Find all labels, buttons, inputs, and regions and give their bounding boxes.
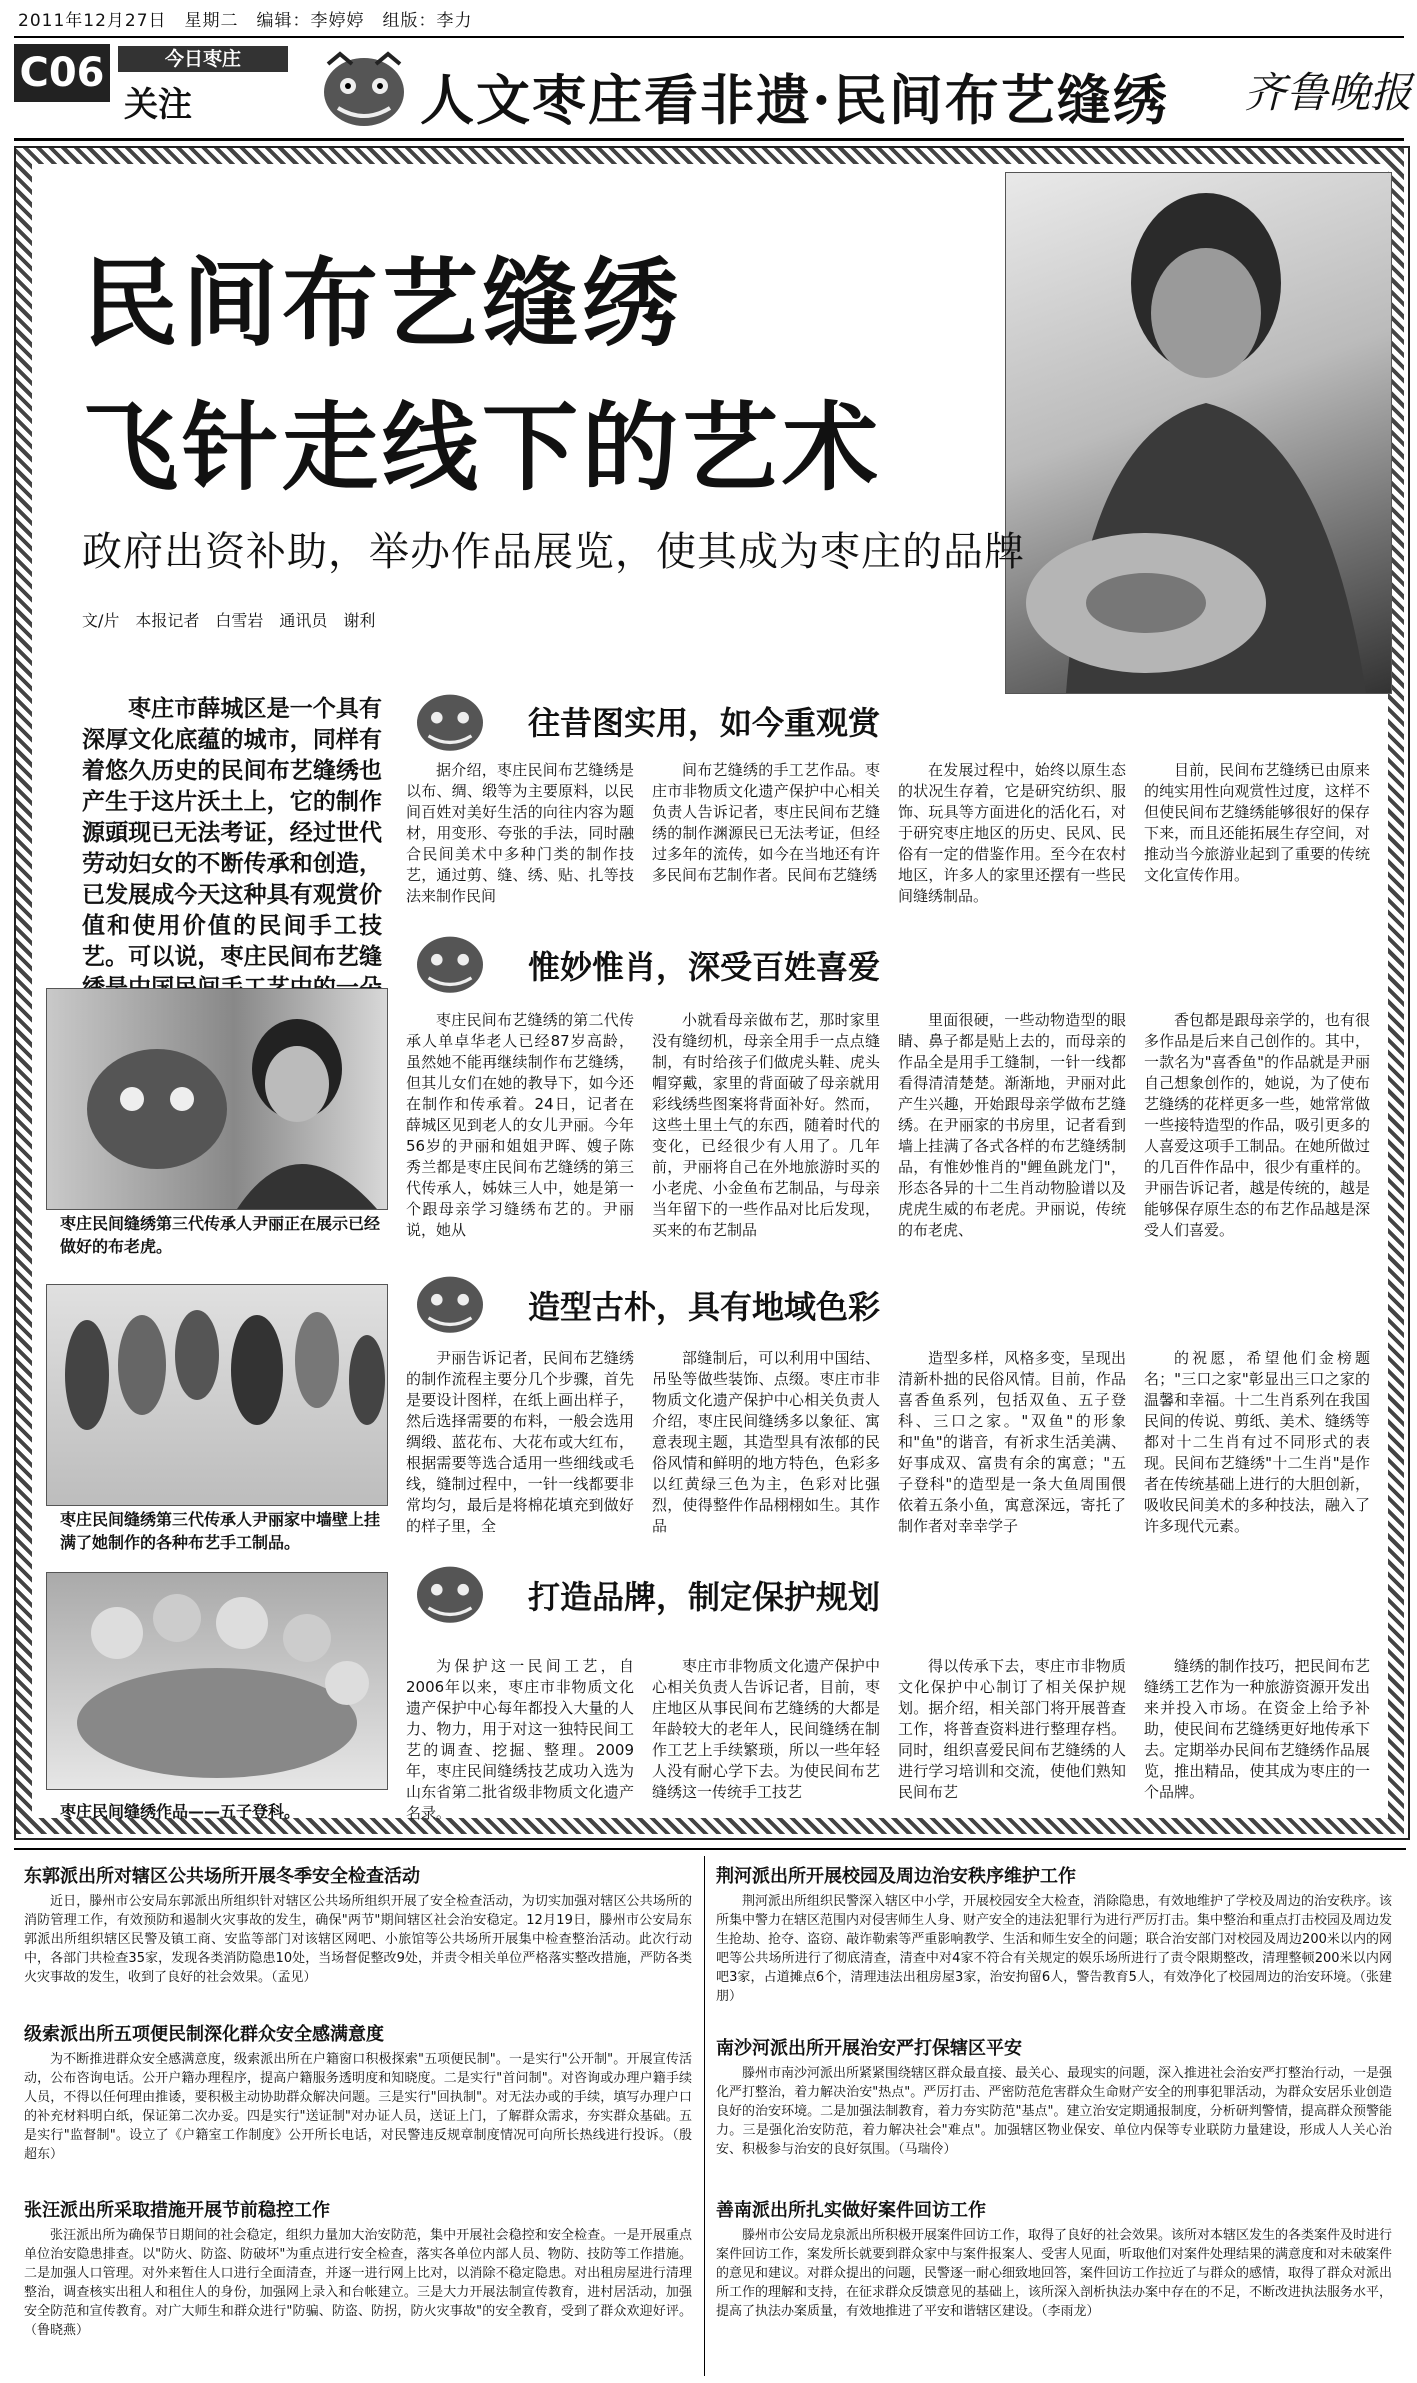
header-title: 人文枣庄看非遗·民间布艺缝绣 xyxy=(420,68,1169,132)
section-column: 间布艺缝绣的手工艺作品。枣庄市非物质文化遗产保护中心相关负责人告诉记者，枣庄民间布艺缝绣的制作渊源民已无法考证，但经过多年的流传，如今在当地还有许多民间布艺制作者。民间布艺缝绣 xyxy=(652,761,880,884)
column-label-small: 今日枣庄 xyxy=(118,46,288,72)
section-column: 在发展过程中，始终以原生态的状况生存着，它是研究纺织、服饰、玩具等方面进化的活化石，对于研究枣庄地区的历史、民风、民俗有一定的借鉴作用。至今在农村地区，许多人的家里还摆有一些民间缝绣制品。 xyxy=(898,761,1126,905)
artisan-photo xyxy=(1005,172,1392,694)
photo-yin-li-tiger xyxy=(46,988,388,1210)
section-column: 香包都是跟母亲学的，也有很多作品是后来自己创作的。其中，一款名为"喜香鱼"的作品就是尹丽自己想象创作的，她说，为了使布艺缝绣的花样更多一些，她常常做一些接特造型的作品，吸引更多的人喜爱这项手工制品。在她所做过的几百件作品中，很少有重样的。尹丽告诉记者，越是传统的，越是能够保存原生态的布艺作品越是深受人们喜爱。 xyxy=(1144,1011,1370,1239)
photo-caption: 枣庄民间缝绣作品——五子登科。 xyxy=(60,1802,301,1821)
tiger-illustration xyxy=(47,989,387,1209)
brief-text: 为不断推进群众安全感满意度，级索派出所在户籍窗口积极探索"五项便民制"。一是实行"公开制"。开展宣传活动，公布咨询电话。公开户籍办理程序，提高户籍服务透明度和知晓度。二是实行"首问制"。对咨询或办理户籍手续人员，不得以任何理由推诿，要积极主动协助群众解决问题。三是实行"回执制"。对无法办或的手续，填写办理户口的补充材料明白纸，保证第二次办妥。四是实行"送证制"对办证人员，送证上门，了解群众需求，夯实群众基础。五是实行"监督制"。设立了《户籍室工作制度》公开所长电话，对民警违反规章制度情况可向所长热线进行投诉。（殷超东） xyxy=(24,2052,692,2162)
section-emblem-icon xyxy=(410,930,490,996)
header-emblem-icon xyxy=(318,50,410,130)
brief-heading: 荆河派出所开展校园及周边治安秩序维护工作 xyxy=(716,1866,1076,1887)
bottom-divider xyxy=(14,1848,1406,1850)
artisan-illustration xyxy=(1006,173,1391,693)
section-column: 造型多样，风格多变，呈现出清新朴拙的民俗风情。目前，作品喜香鱼系列，包括双鱼、五子登科、三口之家。"双鱼"的形象和"鱼"的谐音，有祈求生活美满、好事成双、富贵有余的寓意；"五子登科"的造型是一条大鱼周围偎依着五条小鱼，寓意深远，寄托了制作者对幸幸学子 xyxy=(898,1349,1126,1535)
photo-caption: 枣庄民间缝绣第三代传承人尹丽正在展示已经做好的布老虎。 xyxy=(60,1214,381,1256)
brief-text: 张汪派出所为确保节日期间的社会稳定，组织力量加大治安防范，集中开展社会稳控和安全检查。一是开展重点单位治安隐患排查。以"防火、防盗、防破坏"为重点进行安全检查，落实各单位内部人员、物防、技防等工作措施。二是加强人口管理。对外来暂住人口进行全面清查，并逐一进行网上比对，以消除不稳定隐患。对出租房屋进行清理整治，调查核实出租人和租住人的身份，加强网上录入和台帐建立。三是大力开展法制宣传教育，进村居活动，加强安全防范和宣传教育。对广大师生和群众进行"防骗、防盗、防拐，防火灾事故"的安全教育，受到了群众欢迎好评。（鲁晓燕） xyxy=(24,2228,692,2338)
brief-text: 滕州市南沙河派出所紧紧围绕辖区群众最直接、最关心、最现实的问题，深入推进社会治安严打整治行动，一是强化严打整治，着力解决治安"热点"。严厉打击、严密防范危害群众生命财产安全的刑事犯罪活动，为群众安居乐业创造良好的治安环境。二是加强法制教育，着力夯实防范"基点"。建立治安定期通报制度，分析研判警情，提高群众预警能力。三是强化治安防范，着力解决社会"难点"。加强辖区物业保安、单位内保等专业联防力量建设，形成人人关心治安、积极参与治安的良好氛围。（马瑞伶） xyxy=(716,2066,1393,2157)
brief-heading: 张汪派出所采取措施开展节前稳控工作 xyxy=(24,2200,330,2221)
brief-text: 滕州市公安局龙泉派出所积极开展案件回访工作，取得了良好的社会效果。该所对本辖区发生的各类案件及时进行案件回访工作，案发所长就要到群众家中与案件报案人、受害人见面，听取他们对案件处理结果的满意度和对未破案件的意见和建议。对群众提出的问题，民警逐一耐心细致地回答，案件回访工作拉近了与群众的感情，取得了群众对派出所工作的理解和支持，在征求群众反馈意见的基础上，该所深入剖析执法办案中存在的不足，不断改进执法服务水平，提高了执法办案质量，有效地推进了平安和谐辖区建设。（李雨龙） xyxy=(716,2228,1393,2319)
section-column: 为保护这一民间工艺，自2006年以来，枣庄市非物质文化遗产保护中心每年都投入大量的人力、物力，用于对这一独特民间工艺的调查、挖掘、整理。2009年，枣庄民间缝绣技艺成功入选为山东省第二批省级非物质文化遗产名录。 xyxy=(406,1657,634,1822)
photo-caption: 枣庄民间缝绣第三代传承人尹丽家中墙壁上挂满了她制作的各种布艺手工制品。 xyxy=(60,1510,381,1552)
column-label-big: 关注 xyxy=(124,85,192,125)
brief-heading: 东郭派出所对辖区公共场所开展冬季安全检查活动 xyxy=(24,1866,420,1887)
section-emblem-icon xyxy=(410,1270,490,1336)
brief-heading: 善南派出所扎实做好案件回访工作 xyxy=(716,2200,986,2221)
byline: 文/片 本报记者 白雪岩 通讯员 谢利 xyxy=(82,611,376,630)
section-emblem-icon xyxy=(410,1560,490,1626)
page-number: C06 xyxy=(14,44,110,102)
intro-paragraph: 枣庄市薛城区是一个具有深厚文化底蕴的城市，同样有着悠久历史的民间布艺缝绣也产生于这片沃土上，它的制作源頭现已无法考证，经过世代劳动妇女的不断传承和创造，已发展成今天这种具有观赏价值和使用价值的民间手工技艺。可以说，枣庄民间布艺缝 xyxy=(82,696,382,970)
section-column: 部缝制后，可以利用中国结、吊坠等做些装饰、点缀。枣庄市非物质文化遗产保护中心相关负责人介绍，枣庄民间缝绣多以象征、寓意表现主题，其造型具有浓郁的民俗风情和鲜明的地方特色，色彩多以红黄绿三色为主，色彩对比强烈，使得整件作品栩栩如生。其作品 xyxy=(652,1349,880,1535)
section-column: 的祝愿，希望他们金榜题名；"三口之家"彰显出三口之家的温馨和幸福。十二生肖系列在我国民间的传说、剪纸、美术、缝绣等都对十二生肖有过不同形式的表现。民间布艺缝绣"十二生肖"是作者在传统基础上进行的大胆创新，吸收民间美术的多种技法，融入了许多现代元素。 xyxy=(1144,1349,1370,1535)
section-column: 得以传承下去，枣庄市非物质文化保护中心制订了相关保护规划。据介绍，相关部门将开展普查工作，将普查资料进行整理存档。同时，组织喜爱民间布艺缝绣的人进行学习培训和交流，使他们熟知民间布艺 xyxy=(898,1657,1126,1801)
brief-heading: 级索派出所五项便民制深化群众安全感满意度 xyxy=(24,2024,384,2045)
feature-subtitle: 政府出资补助，举办作品展览，使其成为枣庄的品牌 xyxy=(82,529,1025,575)
page-meta: 2011年12月27日 星期二 编辑：李婷婷 组版：李力 xyxy=(18,11,473,31)
brief-text: 荆河派出所组织民警深入辖区中小学，开展校园安全大检查，消除隐患，有效地维护了学校及周边的治安秩序。该所集中警力在辖区范围内对侵害师生人身、财产安全的违法犯罪行为进行严厉打击。集中整治和重点打击校园及周边发生抢劫、抢夺、盗窃、敲诈勒索等严重影响教学、生活和师生安全的问题；联合治安部门对校园及周边200米以内的网吧等公共场所进行了彻底清查，清查中对4家不符合有关规定的娱乐场所进行了责令限期整改，清理整顿200米以内网吧3家，占道摊点6个，清理违法出租房屋3家，治安拘留6人，警告教育5人，有效净化了校园周边的治安环境。（张建朋） xyxy=(716,1894,1393,2004)
column-divider xyxy=(704,1856,705,2376)
section-column: 尹丽告诉记者，民间布艺缝绣的制作流程主要分几个步骤，首先是要设计图样，在纸上画出样子，然后选择需要的布料，一般会选用绸缎、蓝花布、大花布或大红布，根据需要等选合适用一些细线或毛线，缝制过程中，一针一线都要非常均匀，最后是将棉花填充到做好的样子里，全 xyxy=(406,1349,634,1535)
crafts-illustration xyxy=(47,1285,387,1505)
section-emblem-icon xyxy=(410,688,490,754)
section-column: 枣庄民间布艺缝绣的第二代传承人单卓华老人已经87岁高龄，虽然她不能再继续制作布艺缝绣，但其儿女们在她的教导下，如今还在制作和传承着。24日，记者在薛城区见到老人的女儿尹丽。今年56岁的尹丽和姐姐尹晖、嫂子陈秀兰都是枣庄民间布艺缝绣的第三代传承人，姊妹三人中，她是第一个跟母亲学习缝绣布艺的。尹丽说，她从 xyxy=(406,1011,634,1239)
photo-wall-crafts xyxy=(46,1284,388,1506)
section-heading: 打造品牌，制定保护规划 xyxy=(528,1578,881,1616)
feature-title-line2: 飞针走线下的艺术 xyxy=(82,392,882,504)
brief-heading: 南沙河派出所开展治安严打保辖区平安 xyxy=(716,2038,1022,2059)
section-column: 目前，民间布艺缝绣已由原来的纯实用性向观赏性过度，这样不但使民间布艺缝绣能够很好的保存下来，而且还能拓展生存空间，对推动当今旅游业起到了重要的传统文化宣传作用。 xyxy=(1144,761,1370,884)
photo-five-sons xyxy=(46,1572,388,1790)
section-column: 缝绣的制作技巧，把民间布艺缝绣工艺作为一种旅游资源开发出来并投入市场。在资金上给予补助，使民间布艺缝绣更好地传承下去。定期举办民间布艺缝绣作品展览，推出精品，使其成为枣庄的一个品牌。 xyxy=(1144,1657,1370,1801)
section-heading: 惟妙惟肖，深受百姓喜爱 xyxy=(528,948,881,986)
section-column: 里面很硬，一些动物造型的眼睛、鼻子都是贴上去的，而母亲的作品全是用手工缝制，一针一线都看得清清楚楚。渐渐地，尹丽对此产生兴趣，开始跟母亲学做布艺缝绣。在尹丽家的书房里，记者看到墙上挂满了各式各样的布艺缝绣制品，有惟妙惟肖的"鲤鱼跳龙门"，形态各异的十二生肖动物脸谱以及虎虎生威的布老虎。尹丽说，传统的布老虎、 xyxy=(898,1011,1126,1239)
section-column: 枣庄市非物质文化遗产保护中心相关负责人告诉记者，目前，枣庄地区从事民间布艺缝绣的大都是年龄较大的老年人，民间缝绣在制作工艺上手续繁琐，所以一些年轻人没有耐心学下去。为使民间布艺缝绣这一传统手工技艺 xyxy=(652,1657,880,1801)
section-column: 据介绍，枣庄民间布艺缝绣是以布、绸、缎等为主要原料，以民间百姓对美好生活的向往内容为题材，用变形、夸张的手法，同时融合民间美术中多种门类的制作技艺，通过剪、缝、绣、贴、扎等技法来制作民间 xyxy=(406,761,634,905)
section-heading: 造型古朴，具有地域色彩 xyxy=(528,1288,881,1326)
feature-title-line1: 民间布艺缝绣 xyxy=(82,248,682,360)
newspaper-brand: 齐鲁晚报 xyxy=(1244,68,1413,117)
section-column: 小就看母亲做布艺，那时家里没有缝纫机，母亲全用手一点点缝制，有时给孩子们做虎头鞋、虎头帽穿戴，家里的背面破了母亲就用彩线绣些图案将背面补好。然而，这些土里土气的东西，随着时代的变化，已经很少有人用了。几年前，尹丽将自己在外地旅游时买的小老虎、小金鱼布艺制品，与母亲当年留下的一些作品对比后发现，买来的布艺制品 xyxy=(652,1011,880,1239)
brief-text: 近日，滕州市公安局东郭派出所组织针对辖区公共场所组织开展了安全检查活动，为切实加强对辖区公共场所的消防管理工作，有效预防和遏制火灾事故的发生，确保"两节"期间辖区社会治安稳定。12月19日，滕州市公安局东郭派出所组织辖区民警及镇工商、安监等部门对该辖区网吧、小旅馆等公共场所开展集中检查整治活动。此次行动中，各部门共检查35家，发现各类消防隐患10处，当场督促整改9处，并责令相关单位严格落实整改措施，严防各类火灾事故的发生，收到了良好的社会效果。（孟见） xyxy=(24,1894,692,1985)
section-heading: 往昔图实用，如今重观赏 xyxy=(528,704,881,742)
fish-craft-illustration xyxy=(47,1573,387,1789)
